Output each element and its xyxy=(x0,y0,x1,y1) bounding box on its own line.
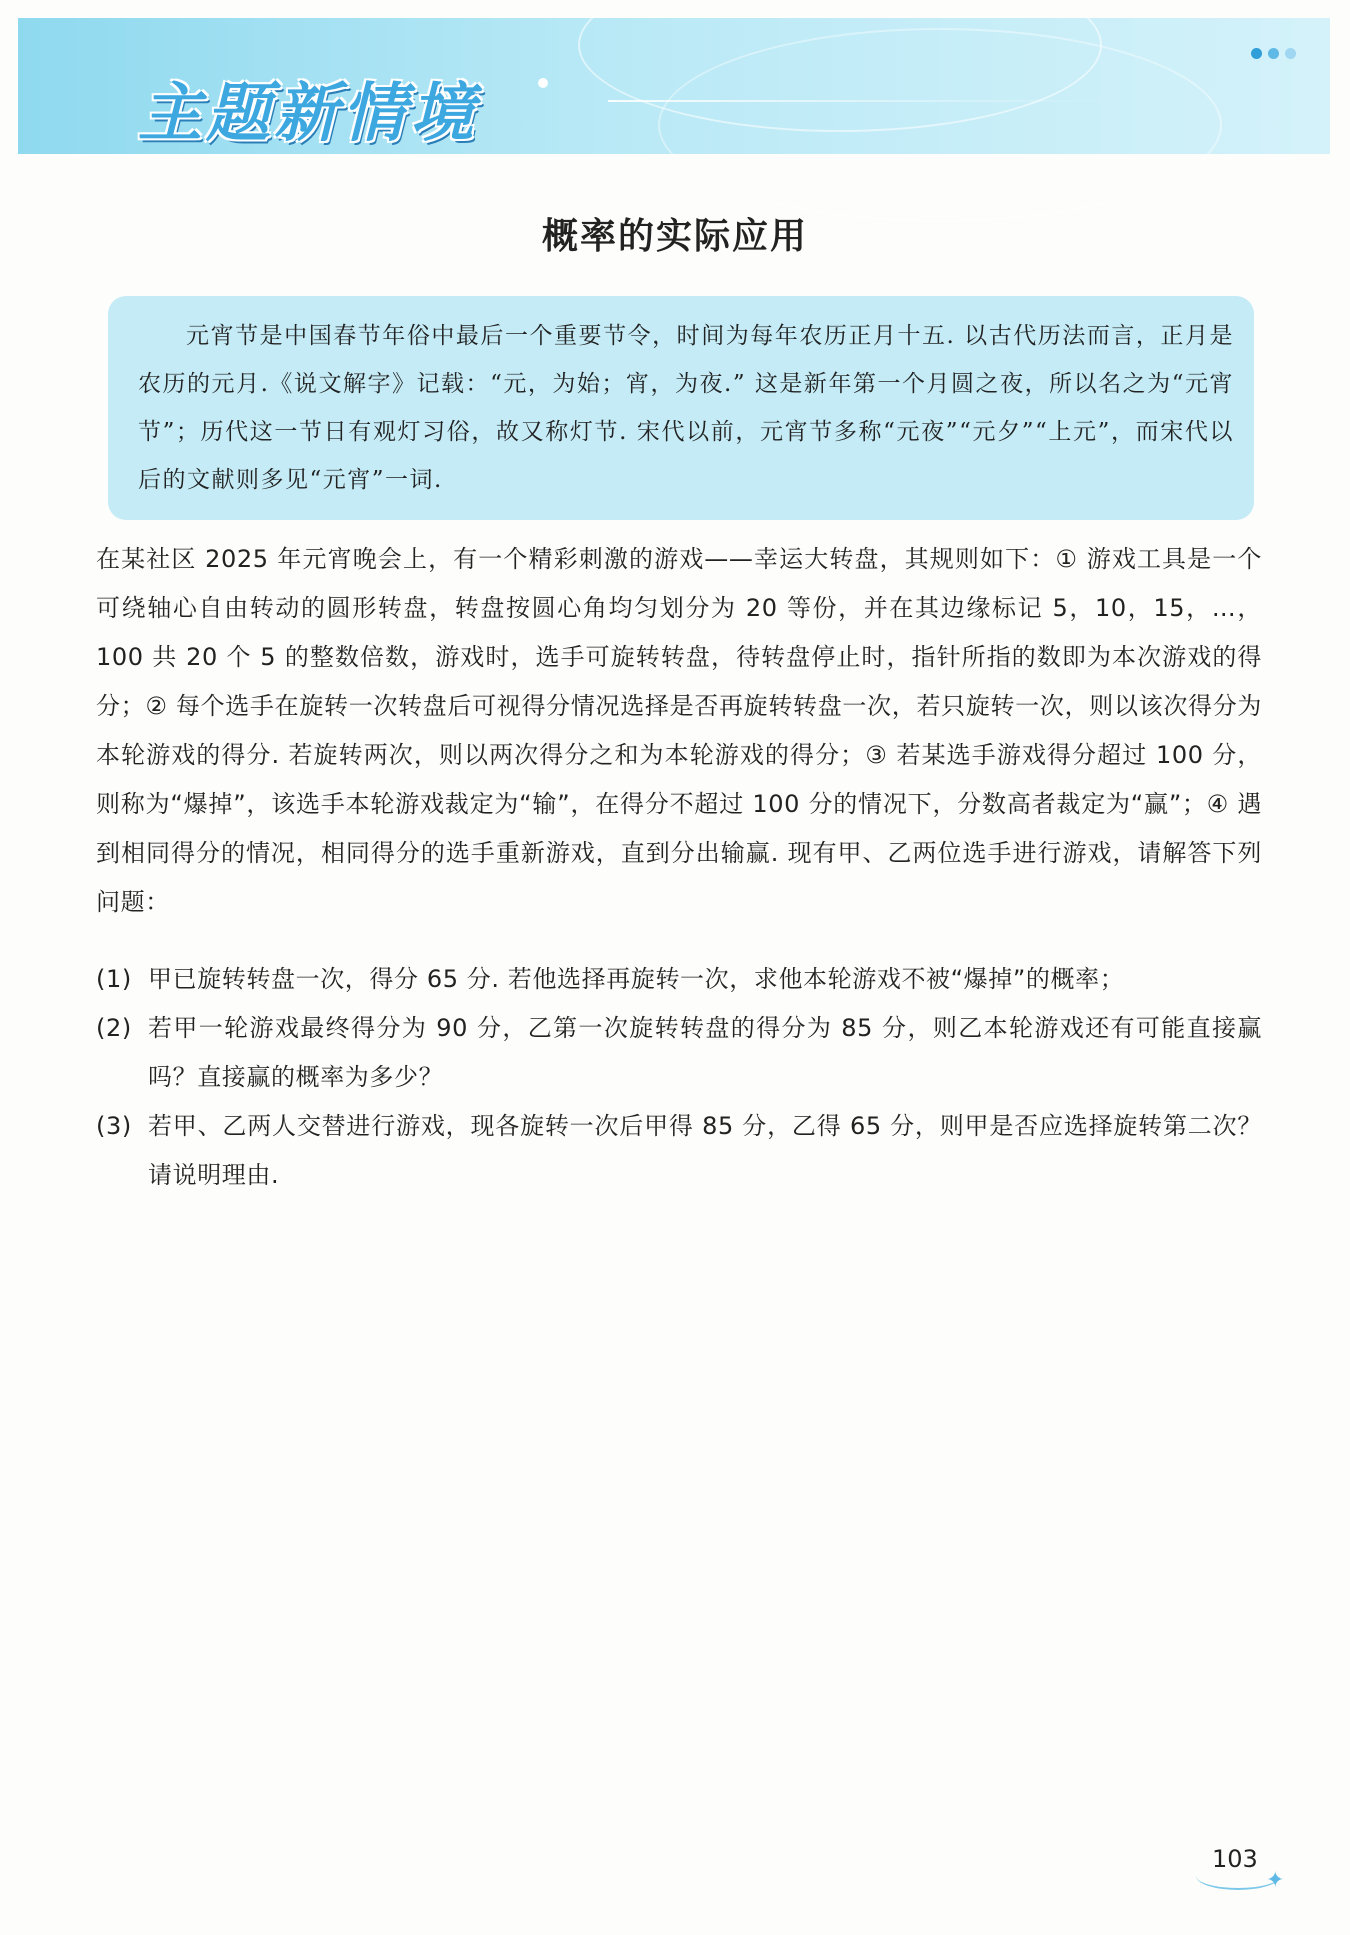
dot-icon xyxy=(1268,48,1279,59)
question-1 xyxy=(96,955,1262,1004)
dot-icon xyxy=(1251,48,1262,59)
question-3 xyxy=(96,1102,1262,1200)
dot-icon xyxy=(1285,48,1296,59)
question-number: (1) xyxy=(96,965,132,993)
question-text: 甲已旋转转盘一次，得分 65 分. 若他选择再旋转一次，求他本轮游戏不被“爆掉”的概率； xyxy=(148,965,1125,993)
page-number: 103 xyxy=(1212,1845,1258,1873)
sparkle-icon xyxy=(538,78,548,88)
header-banner xyxy=(18,18,1330,154)
problem-statement: 在某社区 2025 年元宵晚会上，有一个精彩刺激的游戏——幸运大转盘，其规则如下：① 游戏工具是一个可绕轴心自由转动的圆形转盘，转盘按圆心角均匀划分为 20 等份，并在其边缘标记 5，10，15，…，100 共 20 个 5 的整数倍数，游戏时，选手可旋转转盘，待转盘停止时，指针所指的数即为本次游戏的得分；② 每个选手在旋转一次转盘后可视得分情况选择是否再旋转转盘一次，若只旋转一次，则以该次得分为本轮游戏的得分. 若旋转两次，则以两次得分之和为本轮游戏的得分；③ 若某选手游戏得分超过 100 分，则称为“爆掉”，该选手本轮游戏裁定为“输”，在得分不超过 100 分的情况下，分数高者裁定为“赢”；④ 遇到相同得分的情况，相同得分的选手重新游戏，直到分出输赢. 现有甲、乙两位选手进行游戏，请解答下列问题： xyxy=(96,545,1262,916)
question-number: (3) xyxy=(96,1112,132,1140)
star-icon: ✦ xyxy=(1266,1868,1285,1893)
question-text: 若甲、乙两人交替进行游戏，现各旋转一次后甲得 85 分，乙得 65 分，则甲是否应选择旋转第二次？请说明理由. xyxy=(148,1112,1262,1189)
intro-box xyxy=(108,296,1254,520)
question-number: (2) xyxy=(96,1014,132,1042)
dots-decoration xyxy=(1251,48,1296,59)
question-2 xyxy=(96,1004,1262,1102)
decorative-swirl xyxy=(658,28,1222,222)
question-text: 若甲一轮游戏最终得分为 90 分，乙第一次旋转转盘的得分为 85 分，则乙本轮游戏还有可能直接赢吗？直接赢的概率为多少？ xyxy=(148,1014,1262,1091)
intro-paragraph: 元宵节是中国春节年俗中最后一个重要节令，时间为每年农历正月十五. 以古代历法而言，正月是农历的元月.《说文解字》记载：“元，为始；宵，为夜.” 这是新年第一个月圆之夜，所以名之为“元宵节”；历代这一节日有观灯习俗，故又称灯节. 宋代以前，元宵节多称“元夜”“元夕”“上元”，而宋代以后的文献则多见“元宵”一词. xyxy=(138,323,1234,493)
decorative-line xyxy=(608,100,1108,102)
page-title: 概率的实际应用 xyxy=(541,215,808,257)
intro-text xyxy=(138,312,1234,504)
banner-title: 主题新情境 xyxy=(138,77,478,151)
